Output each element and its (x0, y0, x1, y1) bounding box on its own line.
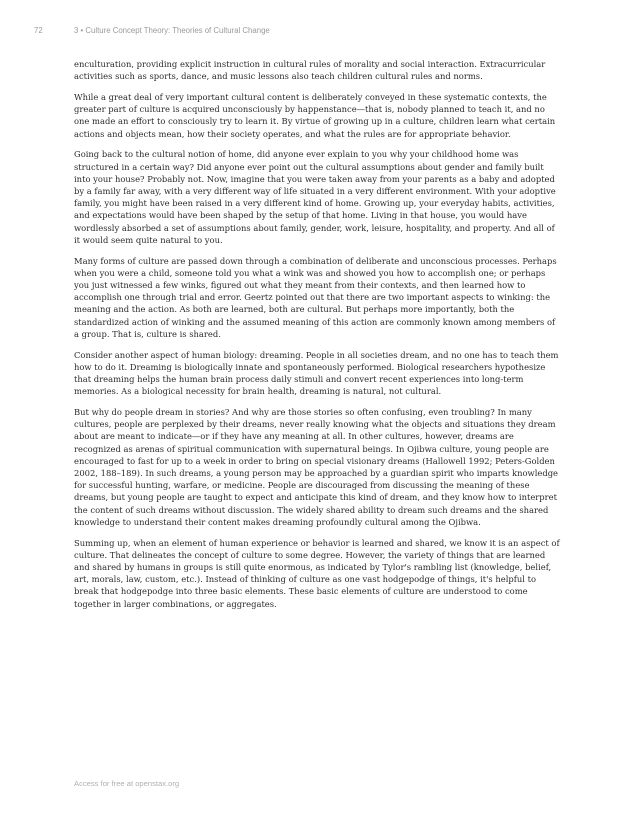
paragraph: While a great deal of very important cultural content is deliberately conveyed in these systematic contexts, the greater part of culture is acquired unconsciously by happenstance—that is, nobody planned to teach it, and no one made an effort to consciously try to learn it. By virtue of growing up in a culture, children learn what certain actions and objects mean, how their society operates, and what the rules are for appropriate behavior. (74, 92, 556, 139)
chapter-title: 3 • Culture Concept Theory: Theories of Cultural Change (74, 25, 270, 35)
paragraph: Summing up, when an element of human experience or behavior is learned and shared, we know it is an aspect of culture. That delineates the concept of culture to some degree. However, the variety of things that are learned and shared by humans in groups is still quite enormous, as indicated by Tylor's rambling list (knowledge, belief, art, morals, law, custom, etc.). Instead of thinking of culture as one vast hodgepodge of things, it's helpful to break that hodgepodge into three basic elements. These basic elements of culture are understood to come together in larger combinations, or aggregates. (74, 537, 560, 609)
paragraph: But why do people dream in stories? And why are those stories so often confusing, even troubling? In many cultures, people are perplexed by their dreams, never really knowing what the objects and situations they dream about are meant to indicate—or if they have any meaning at all. In other cultures, however, dreams are recognized as arenas of spiritual communication with supernatural beings. In Ojibwa culture, young people are encouraged to fast for up to a week in order to bring on special visionary dreams (Hallowell 1992; Peters-Golden 2002, 188–189). In such dreams, a young person may be approached by a guardian spirit who imparts knowledge for successful hunting, warfare, or medicine. People are discouraged from discussing the meaning of these dreams, but young people are taught to expect and anticipate this kind of dream, and they know how to interpret the content of such dreams without discussion. The widely shared ability to dream such dreams and the shared knowledge to understand their content makes dreaming profoundly cultural among the Ojibwa. (74, 407, 559, 527)
paragraph: Consider another aspect of human biology: dreaming. People in all societies dream, and no one has to teach them how to do it. Dreaming is biologically innate and spontaneously performed. Biological researchers hypothesize that dreaming helps the human brain process daily stimuli and convert recent experiences into long-term memories. As a biological necessity for brain health, dreaming is natural, not cultural. (74, 349, 559, 397)
paragraph: enculturation, providing explicit instruction in cultural rules of morality and social interaction. Extracurricular activities such as sports, dance, and music lessons also teach children cultural rules and norms. (74, 59, 546, 82)
paragraph: Many forms of culture are passed down through a combination of deliberate and unconscious processes. Perhaps when you were a child, someone told you what a wink was and showed you how to accomplish one; or perhaps you just witnessed a few winks, figured out what they meant from their contexts, and then learned how to accomplish one through trial and error. Geertz pointed out that there are two important aspects to winking: the meaning and the action. As both are learned, both are cultural. But perhaps more importantly, both the standardized action of winking and the assumed meaning of this action are commonly known among members of a group. That is, culture is shared. (74, 255, 557, 339)
page-header (34, 22, 596, 38)
page-number: 72 (34, 25, 43, 35)
paragraph: Going back to the cultural notion of home, did anyone ever explain to you why your childhood home was structured in a certain way? Did anyone ever point out the cultural assumptions about gender and family built into your house? Probably not. Now, imagine that you were taken away from your parents as a baby and adopted by a family far away, with a very different way of life situated in a very different environment. With your adoptive family, you might have been raised in a very different kind of home. Growing up, your everyday habits, activities, and expectations would have been shaped by the setup of that home. Living in that house, you would have wordlessly absorbed a set of assumptions about family, gender, work, leisure, hospitality, and property. And all of it would seem quite natural to you. (74, 149, 556, 245)
body-text (74, 58, 560, 618)
footer-link-text: Access for free at openstax.org (74, 779, 180, 788)
